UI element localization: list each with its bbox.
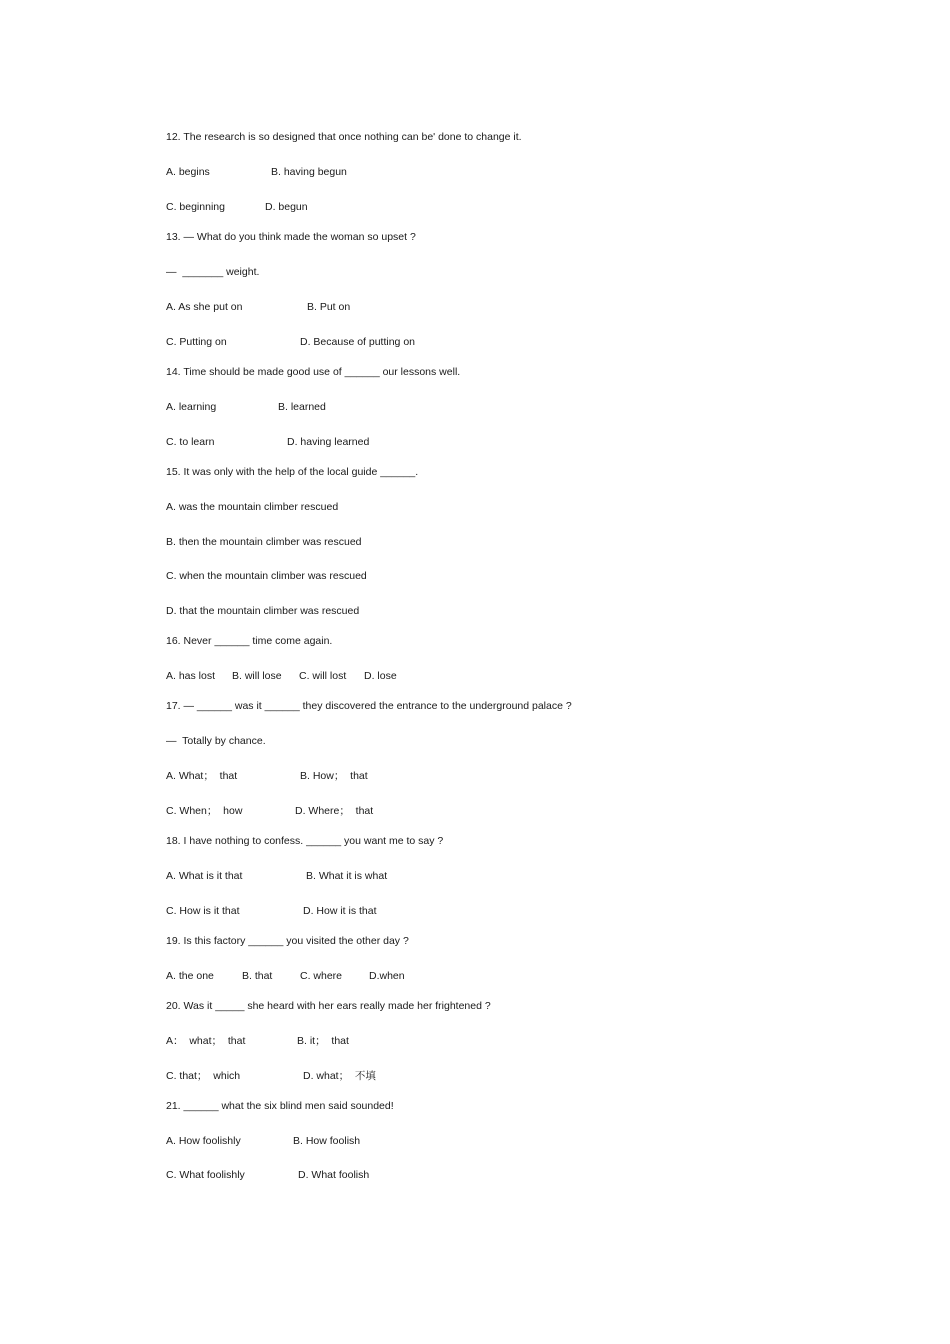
question-20-options-row-2	[166, 1069, 376, 1083]
option-b: B. learned	[278, 401, 326, 413]
question-16-options-row-1	[166, 669, 397, 683]
question-13-answer-line: — _______ weight.	[166, 266, 260, 278]
question-18-stem: 18. I have nothing to confess. ______ you want me to say ?	[166, 835, 444, 847]
option-d: D. lose	[364, 670, 397, 682]
option-c: C. Putting on	[166, 336, 227, 348]
option-a: A. How foolishly	[166, 1135, 241, 1147]
question-16-stem: 16. Never ______ time come again.	[166, 635, 333, 647]
question-21-options-row-1	[166, 1134, 361, 1148]
option-b: B. How； that	[300, 770, 368, 782]
option-d: D. begun	[265, 201, 308, 213]
question-14-options-row-2	[166, 435, 370, 449]
option-a: A. What； that	[166, 770, 238, 782]
option-d: D. What foolish	[298, 1169, 370, 1181]
option-b: B. What it is what	[306, 870, 388, 882]
option-a: A： what； that	[166, 1035, 246, 1047]
question-15-stem: 15. It was only with the help of the local guide ______.	[166, 466, 419, 478]
question-12-options-row-1	[166, 165, 347, 179]
question-18-options-row-2	[166, 904, 377, 918]
question-12-stem: 12. The research is so designed that once nothing can be' done to change it.	[166, 131, 522, 143]
question-12-options-row-2	[166, 200, 308, 214]
option-c: C. beginning	[166, 201, 225, 213]
option-c: C. that； which	[166, 1070, 241, 1082]
question-20-stem: 20. Was it _____ she heard with her ears really made her frightened ?	[166, 1000, 491, 1012]
question-21-stem: 21. ______ what the six blind men said sounded!	[166, 1100, 394, 1112]
option-a: A. has lost	[166, 670, 216, 682]
option-b: B. that	[242, 970, 273, 982]
question-15-option-d: D. that the mountain climber was rescued	[166, 605, 360, 617]
option-a: A. begins	[166, 166, 210, 178]
question-14-options-row-1	[166, 400, 326, 414]
option-a: A. the one	[166, 970, 214, 982]
option-b: B. Put on	[307, 301, 351, 313]
option-d: D. Because of putting on	[300, 336, 415, 348]
question-17-answer-line: — Totally by chance.	[166, 735, 266, 747]
option-c: C. to learn	[166, 436, 215, 448]
option-c: C. will lost	[299, 670, 347, 682]
question-17-stem: 17. — ______ was it ______ they discovered the entrance to the underground palace ?	[166, 700, 572, 712]
option-d: D. what； 不填	[303, 1070, 376, 1082]
question-15-option-b: B. then the mountain climber was rescued	[166, 536, 362, 548]
option-c: C. When； how	[166, 805, 243, 817]
question-14-stem: 14. Time should be made good use of ______ our lessons well.	[166, 366, 461, 378]
option-a: A. As she put on	[166, 301, 243, 313]
question-15-option-a: A. was the mountain climber rescued	[166, 501, 339, 513]
question-17-options-row-1	[166, 769, 368, 783]
question-21-options-row-2	[166, 1168, 370, 1182]
option-d: D. How it is that	[303, 905, 377, 917]
option-d: D.when	[369, 970, 405, 982]
question-17-options-row-2	[166, 804, 374, 818]
question-19-stem: 19. Is this factory ______ you visited the other day ?	[166, 935, 409, 947]
question-13-options-row-2	[166, 335, 415, 349]
option-d: D. Where； that	[295, 805, 374, 817]
question-19-options-row-1	[166, 969, 405, 983]
option-b: B. it； that	[297, 1035, 349, 1047]
option-a: A. What is it that	[166, 870, 243, 882]
question-13-stem: 13. — What do you think made the woman so upset ?	[166, 231, 416, 243]
option-c: C. What foolishly	[166, 1169, 245, 1181]
option-a: A. learning	[166, 401, 217, 413]
option-d: D. having learned	[287, 436, 370, 448]
question-20-options-row-1	[166, 1034, 349, 1048]
question-13-options-row-1	[166, 300, 351, 314]
option-b: B. will lose	[232, 670, 282, 682]
option-c: C. How is it that	[166, 905, 240, 917]
option-c: C. where	[300, 970, 343, 982]
option-b: B. How foolish	[293, 1135, 361, 1147]
question-18-options-row-1	[166, 869, 388, 883]
question-15-option-c: C. when the mountain climber was rescued	[166, 570, 367, 582]
option-b: B. having begun	[271, 166, 347, 178]
